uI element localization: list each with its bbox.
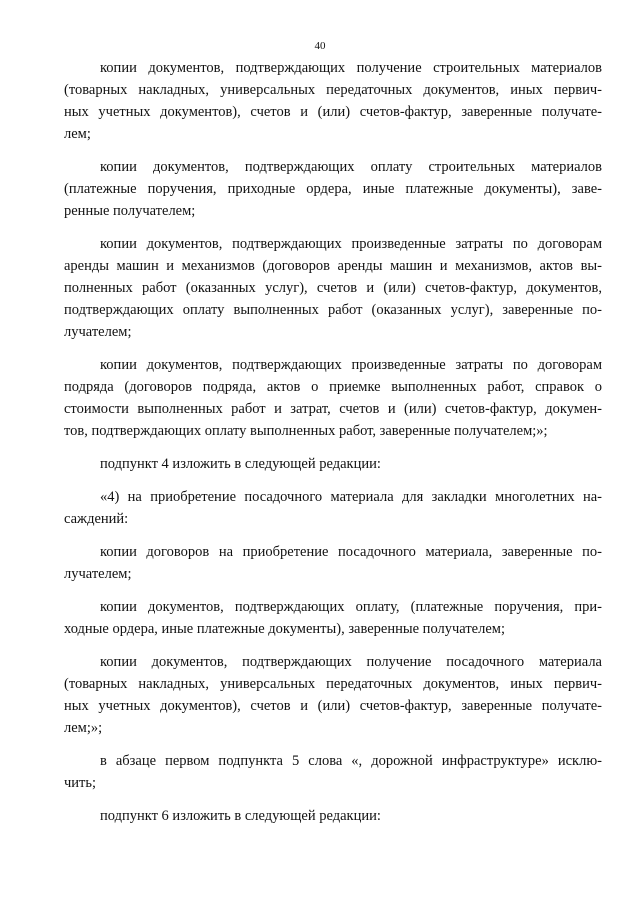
paragraph bbox=[64, 233, 602, 343]
text-line: подтверждающих оплату выполненных работ (оказанных услуг), заверенные по- bbox=[64, 302, 602, 318]
text-line: лем;»; bbox=[64, 720, 103, 736]
text-line: подпункт 4 изложить в следующей редакции: bbox=[100, 456, 381, 472]
text-line: лучателем; bbox=[64, 566, 132, 582]
text-line: (товарных накладных, универсальных передаточных документов, иных первич- bbox=[64, 82, 602, 98]
text-line: тов, подтверждающих оплату выполненных работ, заверенные получателем;»; bbox=[64, 423, 548, 439]
text-line: копии документов, подтверждающих оплату строительных материалов bbox=[100, 159, 602, 175]
text-line: копии договоров на приобретение посадочного материала, заверенные по- bbox=[100, 544, 602, 560]
paragraph bbox=[64, 596, 602, 640]
page-number: 40 bbox=[314, 40, 326, 52]
paragraph bbox=[64, 805, 602, 827]
text-line: копии документов, подтверждающих произведенные затраты по договорам bbox=[100, 357, 602, 373]
text-line: стоимости выполненных работ и затрат, счетов и (или) счетов-фактур, докумен- bbox=[64, 401, 602, 417]
text-line: «4) на приобретение посадочного материала для закладки многолетних на- bbox=[100, 489, 602, 505]
text-line: подряда (договоров подряда, актов о приемке выполненных работ, справок о bbox=[64, 379, 602, 395]
paragraph bbox=[64, 541, 602, 585]
text-line: чить; bbox=[64, 775, 97, 791]
paragraph bbox=[64, 651, 602, 739]
paragraph bbox=[64, 156, 602, 222]
text-line: копии документов, подтверждающих произведенные затраты по договорам bbox=[100, 236, 602, 252]
text-line: (товарных накладных, универсальных передаточных документов, иных первич- bbox=[64, 676, 602, 692]
text-line: (платежные поручения, приходные ордера, иные платежные документы), заве- bbox=[64, 181, 602, 197]
text-line: аренды машин и механизмов (договоров аренды машин и механизмов, актов вы- bbox=[64, 258, 602, 274]
text-line: лем; bbox=[64, 126, 91, 142]
text-line: ренные получателем; bbox=[64, 203, 196, 219]
paragraph bbox=[64, 57, 602, 145]
text-line: в абзаце первом подпункта 5 слова «, дорожной инфраструктуре» исклю- bbox=[100, 753, 602, 769]
document-body bbox=[64, 57, 602, 838]
text-line: копии документов, подтверждающих получение посадочного материала bbox=[100, 654, 602, 670]
text-line: ных учетных документов), счетов и (или) счетов-фактур, заверенные получате- bbox=[64, 698, 602, 714]
text-line: подпункт 6 изложить в следующей редакции: bbox=[100, 808, 381, 824]
text-line: копии документов, подтверждающих оплату, (платежные поручения, при- bbox=[100, 599, 602, 615]
paragraph bbox=[64, 354, 602, 442]
text-line: полненных работ (оказанных услуг), счетов и (или) счетов-фактур, документов, bbox=[64, 280, 602, 296]
text-line: лучателем; bbox=[64, 324, 132, 340]
text-line: ных учетных документов), счетов и (или) счетов-фактур, заверенные получате- bbox=[64, 104, 602, 120]
text-line: саждений: bbox=[64, 511, 129, 527]
text-line: копии документов, подтверждающих получение строительных материалов bbox=[100, 60, 602, 76]
paragraph bbox=[64, 453, 602, 475]
text-line: ходные ордера, иные платежные документы), заверенные получателем; bbox=[64, 621, 505, 637]
paragraph bbox=[64, 750, 602, 794]
paragraph bbox=[64, 486, 602, 530]
